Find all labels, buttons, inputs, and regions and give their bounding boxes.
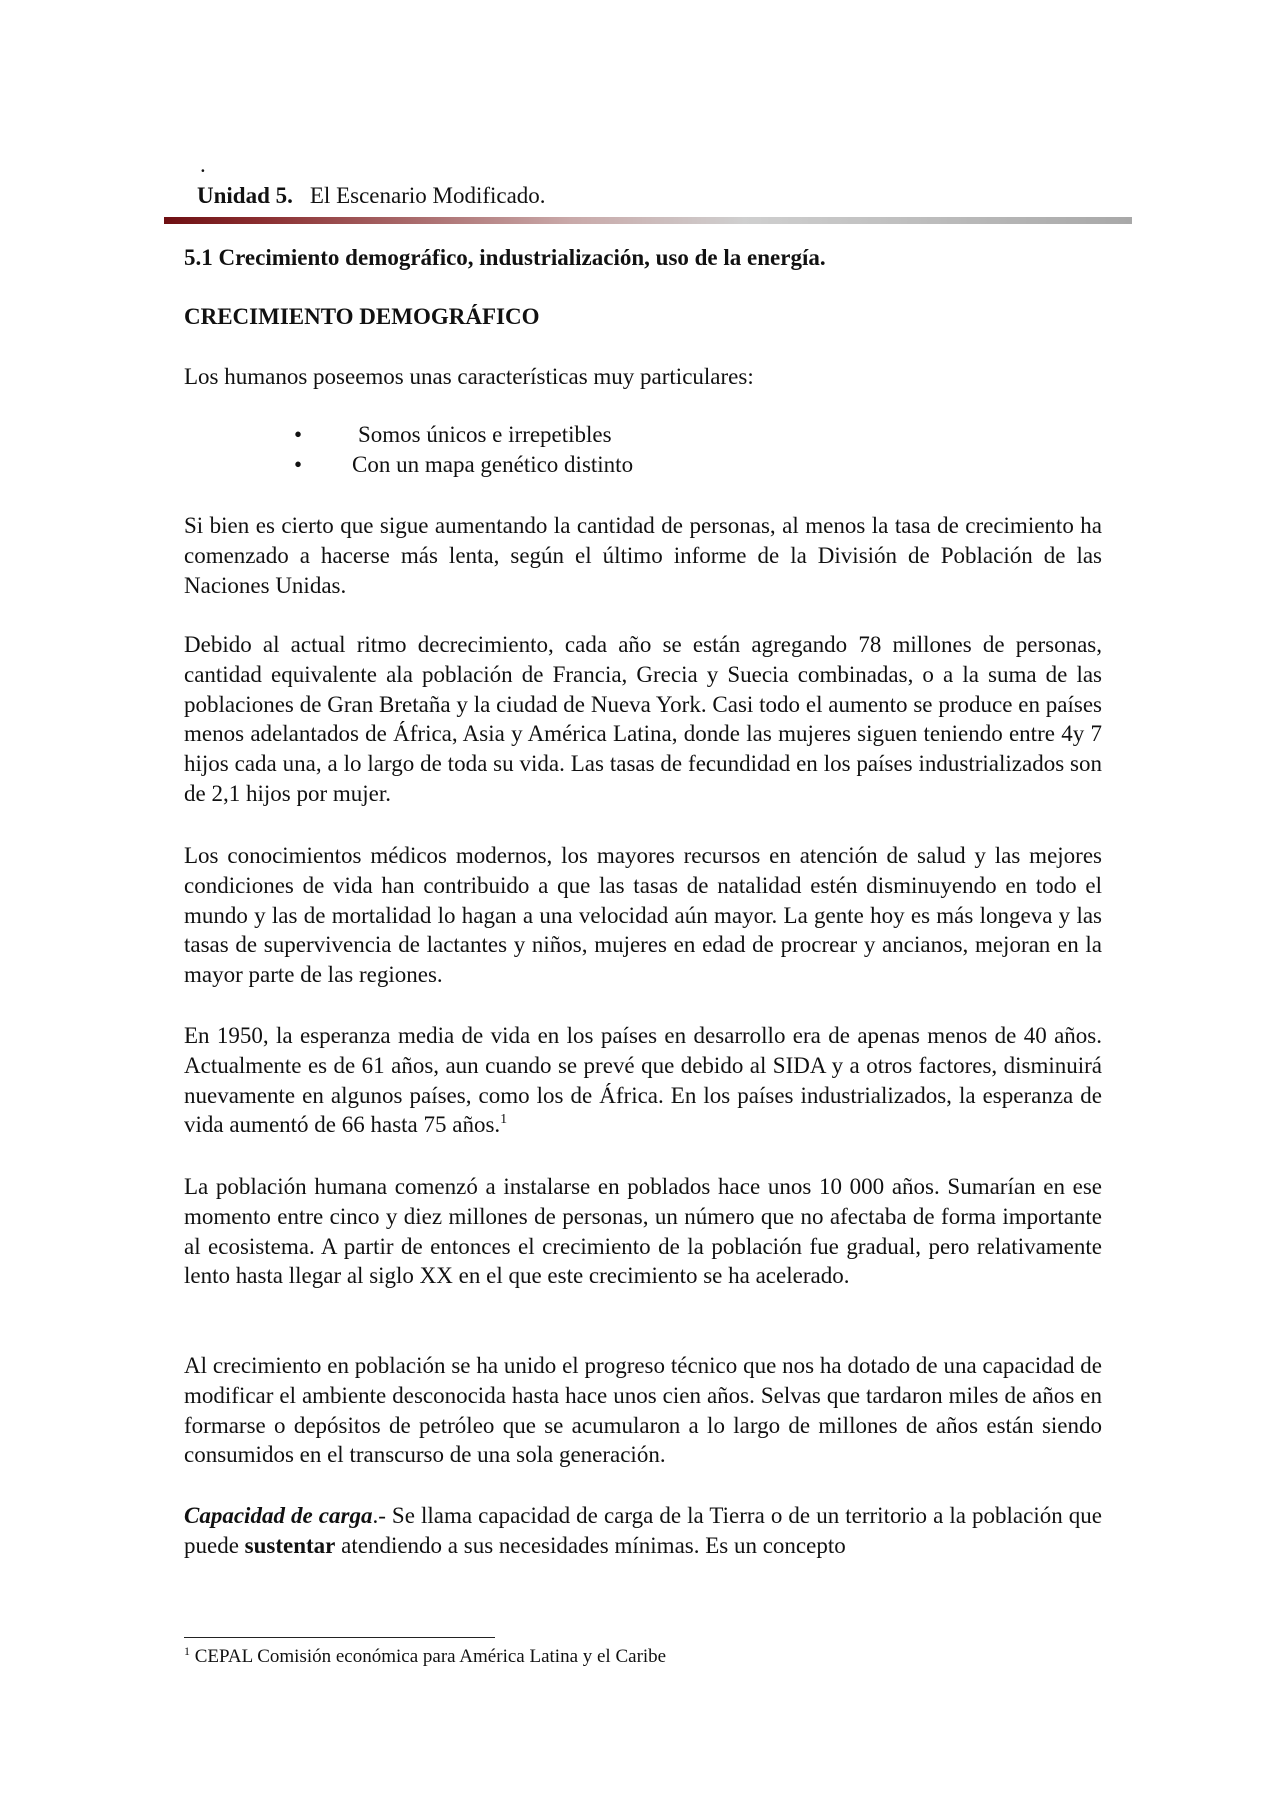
unit-label: Unidad 5.	[197, 183, 293, 208]
list-item-text: Con un mapa genético distinto	[352, 452, 634, 477]
paragraph: Debido al actual ritmo decrecimiento, cada año se están agregando 78 millones de personas, cantidad equivalente ala población de Francia, Grecia y Suecia combinadas, o a la suma de las poblaciones de Gran Bretaña y la ciudad de Nueva York. Casi todo el aumento se produce en países menos adelantados de África, Asia y América Latina, donde las mujeres siguen teniendo entre 4y 7 hijos cada una, a lo largo de toda su vida. Las tasas de fecundidad en los países industrializados son de 2,1 hijos por mujer.	[184, 632, 1102, 806]
footnote-reference[interactable]: 1	[500, 1112, 508, 1128]
paragraph: Al crecimiento en población se ha unido el progreso técnico que nos ha dotado de una capacidad de modificar el ambiente desconocida hasta hace unos cien años. Selvas que tardaron miles de años en formarse o depósitos de petróleo que se acumularon a lo largo de millones de años están siendo consumidos en el transcurso de una sola generación.	[184, 1353, 1102, 1468]
paragraph: Los conocimientos médicos modernos, los mayores recursos en atención de salud y las mejores condiciones de vida han contribuido a que las tasas de natalidad estén disminuyendo en todo el mundo y las de mortalidad lo hagan a una velocidad aún mayor. La gente hoy es más longeva y las tasas de supervivencia de lactantes y niños, mujeres en edad de procrear y ancianos, mejoran en la mayor parte de las regiones.	[184, 843, 1102, 988]
header-dot: .	[200, 152, 206, 177]
paragraph	[184, 1021, 1102, 1140]
unit-title: El Escenario Modificado.	[309, 183, 546, 208]
paragraph-text: .- Se llama capacidad de carga de la Tierra o de un territorio a la población que puede	[184, 1503, 1102, 1558]
footnote	[184, 1645, 666, 1669]
paragraph-text: atendiendo a sus necesidades mínimas. Es un concepto	[335, 1532, 846, 1558]
unit-header	[197, 181, 546, 210]
paragraph	[184, 1501, 1102, 1561]
footnote-text: CEPAL Comisión económica para América Latina y el Caribe	[190, 1646, 667, 1667]
list-item-text: Somos únicos e irrepetibles	[358, 422, 612, 447]
paragraph: Si bien es cierto que sigue aumentando la cantidad de personas, al menos la tasa de crecimiento ha comenzado a hacerse más lenta, según el último informe de la División de Población de las Naciones Unidas.	[184, 513, 1102, 598]
footnote-divider	[184, 1637, 495, 1638]
intro-paragraph: Los humanos poseemos unas características muy particulares:	[184, 364, 754, 389]
emphasis-text: sustentar	[244, 1532, 336, 1558]
bullet-marker: •	[294, 422, 303, 447]
footnote-number: 1	[184, 1644, 190, 1658]
subheading: CRECIMIENTO DEMOGRÁFICO	[184, 304, 540, 329]
section-title: 5.1 Crecimiento demográfico, industrialización, uso de la energía.	[184, 245, 826, 270]
paragraph: La población humana comenzó a instalarse en poblados hace unos 10 000 años. Sumarían en ese momento entre cinco y diez millones de personas, un número que no afectaba de forma importante al ecosistema. A partir de entonces el crecimiento de la población fue gradual, pero relativamente lento hasta llegar al siglo XX en el que este crecimiento se ha acelerado.	[184, 1174, 1102, 1289]
header-divider	[164, 217, 1132, 224]
defined-term: Capacidad de carga	[184, 1503, 373, 1528]
bullet-marker: •	[294, 452, 303, 477]
paragraph-text: En 1950, la esperanza media de vida en los países en desarrollo era de apenas menos de 40 años. Actualmente es de 61 años, aun cuando se prevé que debido al SIDA y a otros factores, disminuirá nuevamente en algunos países, como los de África. En los países industrializados, la esperanza de vida aumentó de 66 hasta 75 años.	[184, 1023, 1102, 1138]
